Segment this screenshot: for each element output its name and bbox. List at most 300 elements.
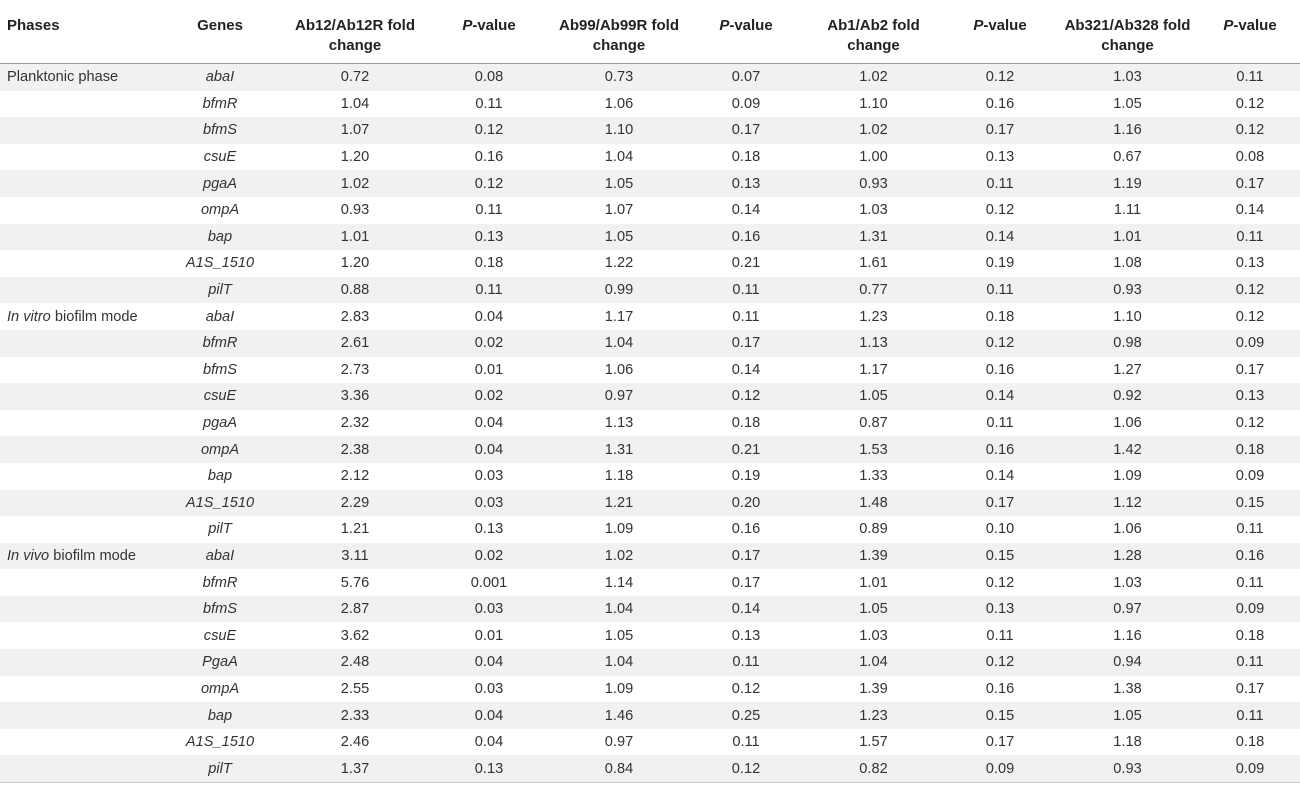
- phase-cell: [0, 277, 160, 304]
- gene-cell: csuE: [203, 149, 237, 166]
- p-value-cell: 0.11: [1236, 707, 1264, 724]
- p-value-cell: 0.14: [985, 228, 1015, 245]
- fold-change-cell: 2.46: [340, 734, 370, 751]
- phase-label: biofilm mode: [50, 308, 138, 325]
- p-value-cell: 0.14: [985, 468, 1015, 485]
- table-row: [0, 117, 1300, 144]
- fold-change-cell: 1.38: [1113, 680, 1142, 697]
- fold-change-cell: 0.84: [548, 755, 690, 782]
- phase-cell: [0, 303, 160, 330]
- fold-change-cell: 0.67: [1113, 149, 1142, 166]
- gene-cell: abaI: [205, 69, 235, 86]
- fold-change-cell: 1.61: [859, 255, 888, 272]
- p-value-cell: 0.11: [732, 282, 760, 299]
- fold-change-cell: 1.39: [859, 680, 888, 697]
- p-value-cell: 0.11: [475, 95, 503, 112]
- p-value-cell: 0.12: [1235, 95, 1265, 112]
- fold-change-cell: 1.39: [859, 547, 888, 564]
- p-value-cell: 0.12: [731, 388, 761, 405]
- fold-change-cell: 1.02: [604, 547, 634, 564]
- table-row: [0, 755, 1300, 782]
- p-value-cell: 0.03: [474, 494, 504, 511]
- p-value-cell: 0.13: [985, 601, 1015, 618]
- table-body: [0, 64, 1300, 783]
- p-value-cell: 0.12: [985, 335, 1015, 352]
- fold-change-cell: 0.72: [340, 69, 370, 86]
- p-value-cell: 0.04: [474, 441, 504, 458]
- phase-cell: [0, 224, 160, 251]
- table-row: [0, 622, 1300, 649]
- gene-cell: ompA: [200, 441, 240, 458]
- fold-change-cell: 1.06: [1113, 415, 1142, 432]
- fold-change-cell: 2.87: [340, 601, 370, 618]
- header-fold-change-ab99: Ab99/Ab99R fold change: [548, 0, 690, 64]
- fold-change-cell: 0.97: [604, 388, 634, 405]
- p-value-cell: 0.13: [430, 755, 548, 782]
- p-value-cell: 0.12: [1235, 282, 1265, 299]
- p-value-cell: 0.13: [474, 521, 504, 538]
- gene-cell: bfmR: [202, 574, 238, 591]
- fold-change-cell: 2.38: [340, 441, 370, 458]
- table-row: [0, 330, 1300, 357]
- p-value-cell: 0.18: [731, 415, 761, 432]
- fold-change-cell: 0.93: [1055, 755, 1200, 782]
- fold-change-cell: 0.73: [604, 69, 634, 86]
- p-value-cell: 0.11: [1236, 654, 1264, 671]
- header-p-value-4: [1200, 0, 1300, 64]
- fold-change-cell: 1.09: [604, 680, 634, 697]
- header-fold-change-ab12: Ab12/Ab12R fold change: [280, 0, 430, 64]
- p-value-cell: 0.11: [986, 415, 1014, 432]
- fold-change-cell: 1.46: [604, 707, 634, 724]
- fold-change-cell: 3.62: [340, 627, 370, 644]
- gene-cell: bfmR: [202, 95, 238, 112]
- p-value-cell: 0.03: [474, 680, 504, 697]
- header-p-value-italic: P: [462, 17, 473, 34]
- fold-change-cell: 1.53: [859, 441, 888, 458]
- p-value-cell: 0.09: [1235, 468, 1265, 485]
- fold-change-cell: 1.12: [1113, 494, 1142, 511]
- p-value-cell: 0.16: [985, 441, 1015, 458]
- fold-change-cell: 0.82: [802, 755, 945, 782]
- table-row: [0, 649, 1300, 676]
- table-row: [0, 596, 1300, 623]
- phase-label: Planktonic phase: [7, 69, 119, 86]
- p-value-cell: 0.12: [1235, 308, 1265, 325]
- fold-change-cell: 1.04: [340, 95, 370, 112]
- fold-change-cell: 0.89: [859, 521, 888, 538]
- phase-cell: [0, 64, 160, 91]
- fold-change-cell: 0.97: [604, 734, 634, 751]
- fold-change-cell: 0.88: [340, 282, 370, 299]
- table-row: [0, 410, 1300, 437]
- p-value-cell: 0.03: [474, 601, 504, 618]
- p-value-cell: 0.17: [985, 494, 1015, 511]
- p-value-cell: 0.14: [985, 388, 1015, 405]
- p-value-cell: 0.12: [731, 680, 761, 697]
- table-row: [0, 197, 1300, 224]
- fold-change-cell: 2.73: [340, 361, 370, 378]
- p-value-cell: 0.17: [985, 734, 1015, 751]
- p-value-cell: 0.17: [731, 547, 761, 564]
- fold-change-cell: 0.77: [859, 282, 888, 299]
- fold-change-cell: 1.03: [1113, 69, 1142, 86]
- p-value-cell: 0.11: [1236, 574, 1264, 591]
- fold-change-cell: 0.87: [859, 415, 888, 432]
- gene-cell: A1S_1510: [185, 494, 255, 511]
- p-value-cell: 0.11: [732, 734, 760, 751]
- fold-change-cell: 0.93: [1113, 282, 1142, 299]
- p-value-cell: 0.13: [985, 149, 1015, 166]
- fold-change-cell: 1.06: [604, 95, 634, 112]
- p-value-cell: 0.09: [1200, 755, 1300, 782]
- p-value-cell: 0.11: [475, 282, 503, 299]
- p-value-cell: 0.14: [731, 601, 761, 618]
- fold-change-cell: 3.36: [340, 388, 370, 405]
- p-value-cell: 0.11: [1236, 228, 1264, 245]
- gene-cell: abaI: [205, 547, 235, 564]
- table-row: [0, 303, 1300, 330]
- header-p-value-italic: P: [719, 17, 730, 34]
- fold-change-cell: 1.18: [1113, 734, 1142, 751]
- p-value-cell: 0.09: [945, 755, 1055, 782]
- phase-label-italic: In vivo: [7, 547, 50, 564]
- p-value-cell: 0.13: [731, 627, 761, 644]
- phase-cell: [0, 357, 160, 384]
- p-value-cell: 0.13: [1235, 255, 1265, 272]
- fold-change-cell: 1.04: [859, 654, 888, 671]
- fold-change-cell: 3.11: [341, 547, 369, 564]
- fold-change-cell: 1.05: [604, 175, 634, 192]
- table-row: [0, 91, 1300, 118]
- fold-change-cell: 1.10: [604, 122, 634, 139]
- table-row: [0, 170, 1300, 197]
- table-row: [0, 277, 1300, 304]
- header-p-value-italic: P: [1223, 17, 1234, 34]
- fold-change-cell: 1.21: [604, 494, 634, 511]
- p-value-cell: 0.17: [1235, 680, 1265, 697]
- p-value-cell: 0.18: [985, 308, 1015, 325]
- header-p-value-rest: -value: [1233, 17, 1277, 34]
- p-value-cell: 0.10: [985, 521, 1015, 538]
- table-row: [0, 516, 1300, 543]
- p-value-cell: 0.02: [474, 388, 504, 405]
- fold-change-cell: 1.48: [859, 494, 888, 511]
- p-value-cell: 0.09: [1235, 335, 1265, 352]
- p-value-cell: 0.02: [474, 547, 504, 564]
- p-value-cell: 0.16: [985, 361, 1015, 378]
- gene-cell: bap: [207, 228, 233, 245]
- fold-change-cell: 1.04: [604, 335, 634, 352]
- phase-cell: [0, 463, 160, 490]
- p-value-cell: 0.15: [1235, 494, 1265, 511]
- p-value-cell: 0.04: [474, 707, 504, 724]
- table-row: [0, 729, 1300, 756]
- fold-change-cell: 1.01: [1113, 228, 1142, 245]
- fold-change-cell: 1.37: [280, 755, 430, 782]
- fold-change-cell: 1.19: [1113, 175, 1142, 192]
- p-value-cell: 0.17: [731, 122, 761, 139]
- phase-cell: [0, 117, 160, 144]
- fold-change-cell: 1.09: [604, 521, 634, 538]
- p-value-cell: 0.01: [474, 361, 504, 378]
- fold-change-cell: 0.93: [340, 202, 370, 219]
- p-value-cell: 0.14: [731, 361, 761, 378]
- table-row: [0, 357, 1300, 384]
- fold-change-cell: 1.06: [1113, 521, 1142, 538]
- fold-change-cell: 1.07: [604, 202, 634, 219]
- gene-cell: ompA: [200, 680, 240, 697]
- header-fold-change-ab321: Ab321/Ab328 fold change: [1055, 0, 1200, 64]
- phase-cell: [0, 144, 160, 171]
- table-row: [0, 436, 1300, 463]
- phase-cell: [0, 490, 160, 517]
- p-value-cell: 0.12: [1235, 122, 1265, 139]
- p-value-cell: 0.17: [1235, 175, 1265, 192]
- header-row: [0, 0, 1300, 64]
- p-value-cell: 0.17: [731, 335, 761, 352]
- fold-change-cell: 0.93: [859, 175, 888, 192]
- fold-change-cell: 1.03: [1113, 574, 1142, 591]
- table-row: [0, 224, 1300, 251]
- fold-change-cell: 1.11: [1113, 202, 1142, 219]
- p-value-cell: 0.16: [474, 149, 504, 166]
- fold-change-cell: 1.17: [859, 361, 888, 378]
- phase-cell: [0, 702, 160, 729]
- p-value-cell: 0.04: [474, 734, 504, 751]
- fold-change-cell: 2.55: [340, 680, 370, 697]
- p-value-cell: 0.17: [731, 574, 761, 591]
- phase-label: biofilm mode: [49, 547, 136, 564]
- gene-cell: abaI: [205, 308, 235, 325]
- phase-cell: [0, 383, 160, 410]
- fold-change-cell: 1.09: [1113, 468, 1142, 485]
- header-p-value-1: [430, 0, 548, 64]
- p-value-cell: 0.11: [732, 654, 760, 671]
- p-value-cell: 0.11: [986, 175, 1014, 192]
- p-value-cell: 0.11: [475, 202, 503, 219]
- fold-change-cell: 1.23: [859, 308, 888, 325]
- p-value-cell: 0.11: [986, 282, 1014, 299]
- gene-cell: pgaA: [202, 415, 238, 432]
- fold-change-cell: 1.04: [604, 149, 634, 166]
- header-p-value-rest: -value: [983, 17, 1027, 34]
- fold-change-cell: 1.27: [1113, 361, 1142, 378]
- p-value-cell: 0.12: [690, 755, 802, 782]
- fold-change-cell: 1.10: [859, 95, 888, 112]
- gene-cell: bfmS: [202, 122, 238, 139]
- fold-change-cell: 1.18: [604, 468, 634, 485]
- fold-change-cell: 0.97: [1113, 601, 1142, 618]
- p-value-cell: 0.17: [1235, 361, 1265, 378]
- fold-change-cell: 1.05: [1113, 707, 1142, 724]
- fold-change-cell: 1.06: [604, 361, 634, 378]
- fold-change-cell: 1.16: [1113, 122, 1142, 139]
- fold-change-cell: 1.20: [340, 255, 370, 272]
- p-value-cell: 0.12: [985, 574, 1015, 591]
- phase-cell: [0, 330, 160, 357]
- p-value-cell: 0.25: [731, 707, 761, 724]
- gene-cell: ompA: [200, 202, 240, 219]
- fold-change-cell: 1.05: [859, 388, 888, 405]
- p-value-cell: 0.15: [985, 707, 1015, 724]
- phase-cell: [0, 170, 160, 197]
- p-value-cell: 0.17: [985, 122, 1015, 139]
- p-value-cell: 0.12: [474, 175, 504, 192]
- fold-change-cell: 1.03: [859, 627, 888, 644]
- p-value-cell: 0.18: [1235, 627, 1265, 644]
- fold-change-cell: 1.21: [340, 521, 370, 538]
- fold-change-cell: 1.05: [859, 601, 888, 618]
- phase-cell: [0, 410, 160, 437]
- fold-change-cell: 2.83: [340, 308, 370, 325]
- fold-change-cell: 1.28: [1113, 547, 1142, 564]
- p-value-cell: 0.18: [1235, 734, 1265, 751]
- fold-change-cell: 1.14: [604, 574, 634, 591]
- p-value-cell: 0.16: [985, 95, 1015, 112]
- gene-cell: bap: [207, 707, 233, 724]
- table-row: [0, 250, 1300, 277]
- phase-cell: [0, 197, 160, 224]
- phase-label-italic: In vitro: [7, 308, 51, 325]
- fold-change-cell: 1.31: [859, 228, 888, 245]
- fold-change-cell: 0.99: [604, 282, 634, 299]
- fold-change-cell: 1.04: [604, 654, 634, 671]
- table-row: [0, 383, 1300, 410]
- fold-change-cell: 1.05: [604, 228, 634, 245]
- fold-change-cell: 1.08: [1113, 255, 1142, 272]
- header-p-value-italic: P: [973, 17, 984, 34]
- phase-cell: [0, 91, 160, 118]
- p-value-cell: 0.20: [731, 494, 761, 511]
- fold-change-cell: 1.33: [859, 468, 888, 485]
- gene-cell: bfmS: [202, 361, 238, 378]
- p-value-cell: 0.14: [731, 202, 761, 219]
- p-value-cell: 0.21: [731, 255, 761, 272]
- p-value-cell: 0.04: [474, 415, 504, 432]
- p-value-cell: 0.11: [732, 308, 760, 325]
- p-value-cell: 0.13: [474, 228, 504, 245]
- p-value-cell: 0.16: [731, 228, 761, 245]
- fold-change-cell: 1.00: [859, 149, 888, 166]
- p-value-cell: 0.08: [1235, 149, 1265, 166]
- p-value-cell: 0.08: [474, 69, 504, 86]
- table-row: [0, 569, 1300, 596]
- p-value-cell: 0.04: [474, 308, 504, 325]
- gene-cell: bfmR: [202, 335, 238, 352]
- p-value-cell: 0.18: [731, 149, 761, 166]
- p-value-cell: 0.15: [985, 547, 1015, 564]
- fold-change-cell: 1.23: [859, 707, 888, 724]
- p-value-cell: 0.02: [474, 335, 504, 352]
- header-fold-change-ab1: Ab1/Ab2 fold change: [802, 0, 945, 64]
- p-value-cell: 0.12: [985, 202, 1015, 219]
- fold-change-cell: 2.29: [340, 494, 370, 511]
- fold-change-cell: 0.94: [1113, 654, 1142, 671]
- fold-change-cell: 1.20: [340, 149, 370, 166]
- gene-cell: pilT: [160, 755, 280, 782]
- fold-change-cell: 2.48: [340, 654, 370, 671]
- phase-cell: [0, 622, 160, 649]
- table-row: [0, 543, 1300, 570]
- phase-cell: [0, 596, 160, 623]
- phase-cell: [0, 516, 160, 543]
- p-value-cell: 0.12: [985, 654, 1015, 671]
- fold-change-cell: 2.12: [340, 468, 370, 485]
- p-value-cell: 0.18: [474, 255, 504, 272]
- fold-change-cell: 1.02: [859, 69, 888, 86]
- p-value-cell: 0.11: [986, 627, 1014, 644]
- fold-change-cell: 1.31: [604, 441, 634, 458]
- gene-cell: bap: [207, 468, 233, 485]
- p-value-cell: 0.19: [985, 255, 1015, 272]
- table-row: [0, 144, 1300, 171]
- header-p-value-rest: -value: [729, 17, 773, 34]
- p-value-cell: 0.07: [731, 69, 761, 86]
- p-value-cell: 0.11: [1236, 521, 1264, 538]
- header-genes: Genes: [160, 0, 280, 64]
- p-value-cell: 0.21: [731, 441, 761, 458]
- gene-cell: bfmS: [202, 601, 238, 618]
- fold-change-cell: 5.76: [340, 574, 370, 591]
- table-row: [0, 676, 1300, 703]
- fold-change-cell: 1.05: [604, 627, 634, 644]
- table-row: [0, 64, 1300, 91]
- phase-cell: [0, 649, 160, 676]
- p-value-cell: 0.18: [1235, 441, 1265, 458]
- fold-change-cell: 1.16: [1113, 627, 1142, 644]
- fold-change-cell: 1.13: [859, 335, 888, 352]
- gene-cell: csuE: [203, 627, 237, 644]
- p-value-cell: 0.04: [474, 654, 504, 671]
- phase-cell: [0, 676, 160, 703]
- gene-cell: pgaA: [202, 175, 238, 192]
- p-value-cell: 0.14: [1235, 202, 1265, 219]
- fold-change-cell: 1.03: [859, 202, 888, 219]
- phase-cell: [0, 436, 160, 463]
- phase-cell: [0, 729, 160, 756]
- fold-change-cell: 1.13: [604, 415, 634, 432]
- table-row: [0, 490, 1300, 517]
- header-p-value-3: [945, 0, 1055, 64]
- fold-change-cell: 1.04: [604, 601, 634, 618]
- fold-change-cell: 1.05: [1113, 95, 1142, 112]
- p-value-cell: 0.09: [731, 95, 761, 112]
- p-value-cell: 0.13: [1235, 388, 1265, 405]
- gene-cell: A1S_1510: [185, 734, 255, 751]
- p-value-cell: 0.16: [1235, 547, 1265, 564]
- gene-cell: pilT: [208, 521, 232, 538]
- fold-change-cell: 0.98: [1113, 335, 1142, 352]
- phase-cell: [0, 250, 160, 277]
- p-value-cell: 0.13: [731, 175, 761, 192]
- fold-change-cell: 1.02: [859, 122, 888, 139]
- p-value-cell: 0.09: [1235, 601, 1265, 618]
- fold-change-cell: 1.02: [340, 175, 370, 192]
- header-p-value-rest: -value: [472, 17, 516, 34]
- table-row: [0, 463, 1300, 490]
- gene-cell: csuE: [203, 388, 237, 405]
- fold-change-cell: 1.57: [859, 734, 888, 751]
- fold-change-cell: 1.07: [340, 122, 370, 139]
- fold-change-cell: 1.17: [604, 308, 634, 325]
- gene-cell: pilT: [208, 282, 232, 299]
- phase-cell: [0, 543, 160, 570]
- fold-change-cell: 2.61: [340, 335, 370, 352]
- fold-change-cell: 1.01: [340, 228, 370, 245]
- p-value-cell: 0.12: [985, 69, 1015, 86]
- header-p-value-2: [690, 0, 802, 64]
